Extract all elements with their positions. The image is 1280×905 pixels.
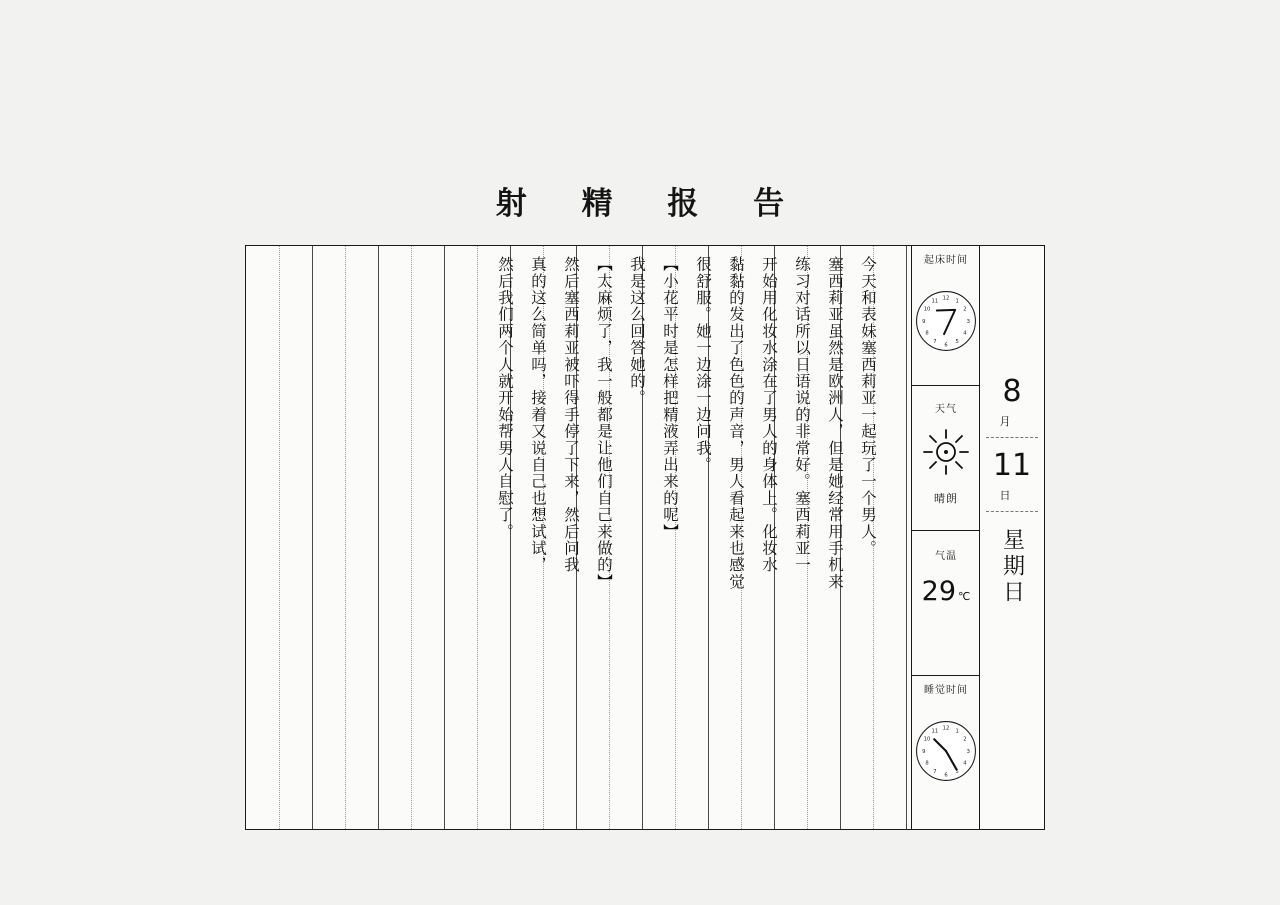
svg-text:9: 9 <box>922 318 926 325</box>
temperature-cell <box>912 531 980 676</box>
entry-column-11: 真的这么简单吗，接着又说自己也想试试， <box>529 256 547 574</box>
temperature-unit: ℃ <box>958 590 971 603</box>
svg-text:10: 10 <box>923 736 931 743</box>
svg-text:8: 8 <box>925 330 929 337</box>
entry-column-4: 开始用化妆水涂在了男人的身体上。化妆水 <box>760 256 778 574</box>
svg-text:6: 6 <box>944 342 948 349</box>
sun-icon <box>912 424 980 480</box>
date-month-value: 8 <box>1002 374 1022 409</box>
svg-text:7: 7 <box>933 769 937 776</box>
entry-column-3: 练习对话所以日语说的非常好。塞西莉亚一 <box>793 256 811 574</box>
svg-text:12: 12 <box>942 725 950 732</box>
entry-column-7: 【小花平时是怎样把精液弄出来的呢】 <box>661 256 679 540</box>
svg-text:3: 3 <box>966 748 970 755</box>
report-sheet <box>245 245 1045 830</box>
grid-rule <box>279 246 280 829</box>
sleep-time-clock <box>912 699 980 803</box>
entry-column-2: 塞西莉亚虽然是欧洲人，但是她经常用手机来 <box>826 256 844 590</box>
svg-text:7: 7 <box>933 339 937 346</box>
grid-rule <box>411 246 412 829</box>
svg-text:2: 2 <box>963 736 967 743</box>
svg-text:11: 11 <box>931 298 939 305</box>
date-column <box>979 246 1044 829</box>
clock-face-icon <box>912 269 980 373</box>
svg-text:2: 2 <box>963 306 967 313</box>
weekday-value: 星期日 <box>999 528 1025 606</box>
wake-time-cell <box>912 246 980 386</box>
grid-rule <box>477 246 478 829</box>
svg-text:4: 4 <box>963 760 967 767</box>
wake-time-clock <box>912 269 980 373</box>
entry-column-12: 然后我们两个人就开始帮男人自慰了。 <box>496 256 514 540</box>
temperature-label: 气温 <box>935 551 957 562</box>
svg-text:5: 5 <box>955 339 959 346</box>
entry-column-9: 【太麻烦了，我一般都是让他们自己来做的】 <box>595 256 613 590</box>
sleep-time-cell <box>912 676 980 828</box>
date-separator <box>986 437 1038 438</box>
clock-face-icon <box>912 699 980 803</box>
entry-column-5: 黏黏的发出了色色的声音，男人看起来也感觉 <box>727 256 745 590</box>
date-month-unit: 月 <box>999 415 1011 428</box>
svg-text:1: 1 <box>955 298 959 305</box>
date-separator-2 <box>986 511 1038 512</box>
grid-rule <box>906 246 907 829</box>
entry-column-1: 今天和表妹塞西莉亚一起玩了一个男人。 <box>859 256 877 557</box>
date-day-unit: 日 <box>999 489 1011 502</box>
info-panel-left <box>912 246 980 829</box>
svg-text:6: 6 <box>944 772 948 779</box>
svg-text:11: 11 <box>931 728 939 735</box>
svg-text:5: 5 <box>955 769 959 776</box>
svg-text:3: 3 <box>966 318 970 325</box>
grid-rule <box>444 246 445 829</box>
entry-column-6: 很舒服。她一边涂一边问我。 <box>694 256 712 474</box>
weather-label: 天气 <box>935 404 957 415</box>
svg-text:12: 12 <box>942 295 950 302</box>
date-day-value: 11 <box>992 448 1032 483</box>
temperature-value-wrap <box>912 576 980 607</box>
wake-time-label: 起床时间 <box>924 255 968 266</box>
svg-text:9: 9 <box>922 748 926 755</box>
weather-value: 晴朗 <box>934 492 958 505</box>
page-title: 射 精 报 告 <box>495 186 807 222</box>
info-panel <box>911 246 1044 829</box>
sleep-time-label: 睡觉时间 <box>924 685 968 696</box>
svg-text:4: 4 <box>963 330 967 337</box>
svg-text:10: 10 <box>923 306 931 313</box>
entry-column-8: 我是这么回答她的。 <box>628 256 646 407</box>
svg-text:8: 8 <box>925 760 929 767</box>
grid-rule <box>378 246 379 829</box>
svg-text:1: 1 <box>955 728 959 735</box>
sun-icon-glyph <box>918 424 974 480</box>
weather-cell <box>912 386 980 531</box>
grid-rule <box>312 246 313 829</box>
entry-column-10: 然后塞西莉亚被吓得手停了下来，然后问我 <box>562 256 580 574</box>
grid-rule <box>345 246 346 829</box>
temperature-value: 29 <box>921 576 956 607</box>
